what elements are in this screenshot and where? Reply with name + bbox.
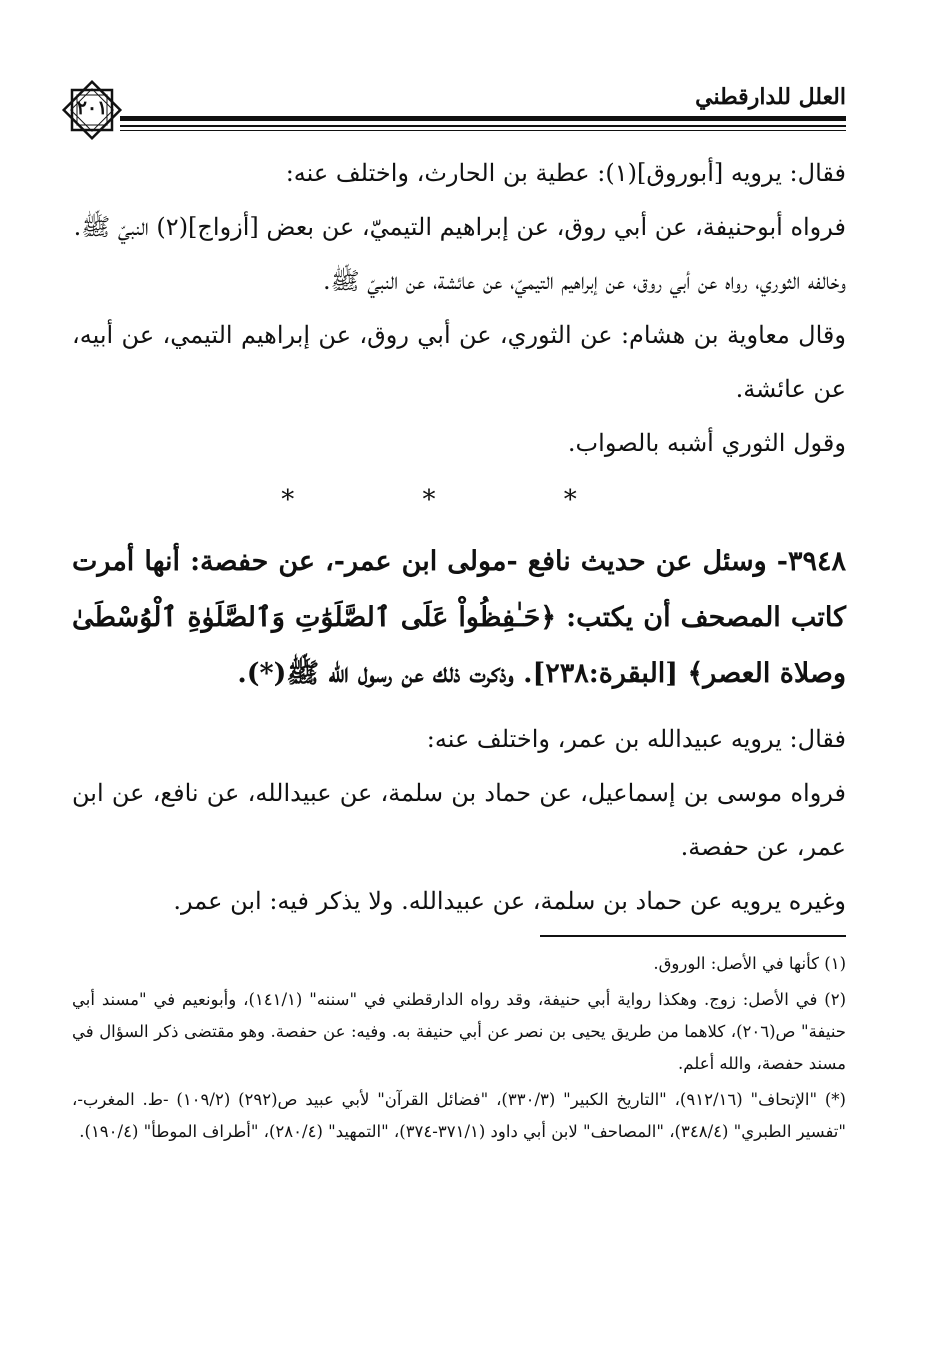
paragraph: وقول الثوري أشبه بالصواب.: [567, 429, 846, 457]
paragraph: وخالفه الثوري، رواه عن أبي روق، عن إبراهيم التيميّ، عن عائشة، عن النبيّ ﷺ.: [322, 267, 846, 295]
paragraph: فقال: يرويه [أبوروق](١): عطية بن الحارث، واختلف عنه:: [285, 159, 846, 187]
footnotes: [72, 948, 846, 1152]
paragraph: فقال: يرويه عبيدالله بن عمر، واختلف عنه:: [426, 725, 846, 753]
paragraph: وقال معاوية بن هشام: عن الثوري، عن أبي روق، عن إبراهيم التيمي، عن أبيه، عن عائشة.: [72, 321, 846, 403]
main-text: [72, 146, 846, 928]
footnote: (١) كأنها في الأصل: الوروق.: [653, 954, 846, 973]
header-rule: [120, 130, 846, 131]
header-rule: [120, 125, 846, 127]
header-rule: [120, 116, 846, 121]
paragraph: فرواه موسى بن إسماعيل، عن حماد بن سلمة، عن عبيدالله، عن نافع، عن ابن عمر، عن حفصة.: [72, 779, 846, 861]
page-number-badge: [60, 78, 124, 142]
footnote: (*) "الإتحاف" (٩١٢/١٦)، "التاريخ الكبير" (٣٣٠/٣)، "فضائل القرآن" لأبي عبيد ص(٢٩٢) (١٠٩/٢) -ط. المغرب-، "تفسير الطبري" (٣٤٨/٤)، "المصاحف" لابن أبي داود (٣٧١/١-٣٧٤)، "التمهيد" (٢٨٠/٤)، "أطراف الموطأ" (١٩٠/٤).: [72, 1090, 846, 1141]
page-number: ٢٠١: [76, 97, 108, 119]
hadith-heading: ٣٩٤٨- وسئل عن حديث نافع -مولى ابن عمر-، عن حفصة: أنها أمرت كاتب المصحف أن يكتب: ﴿حَـٰفِظُواْ عَلَى ٱلصَّلَوَٰتِ وَٱلصَّلَوٰةِ ٱلْوُسْطَىٰ وصلاة العصر﴾ [البقرة:٢٣٨]. وذكرت ذلك عن رسول الله ﷺ(*).: [72, 546, 846, 689]
footnote-separator: [540, 935, 846, 937]
section-separator: * * *: [281, 485, 637, 515]
paragraph: وغيره يرويه عن حماد بن سلمة، عن عبيدالله. ولا يذكر فيه: ابن عمر.: [173, 887, 846, 915]
paragraph: فرواه أبوحنيفة، عن أبي روق، عن إبراهيم التيميّ، عن بعض [أزواج](٢) النبيّ ﷺ.: [73, 213, 846, 241]
page-header: [60, 78, 846, 138]
footnote: (٢) في الأصل: زوج. وهكذا رواية أبي حنيفة، وقد رواه الدارقطني في "سننه" (١٤١/١)، وأبونعيم في "مسند أبي حنيفة" ص(٢٠٦)، كلاهما من طريق يحيى بن نصر عن أبي حنيفة به. وفيه: عن حفصة. وهو مقتضى ذكر السؤال في مسند حفصة، والله أعلم.: [72, 990, 847, 1073]
running-title: العلل للدارقطني: [695, 84, 846, 110]
